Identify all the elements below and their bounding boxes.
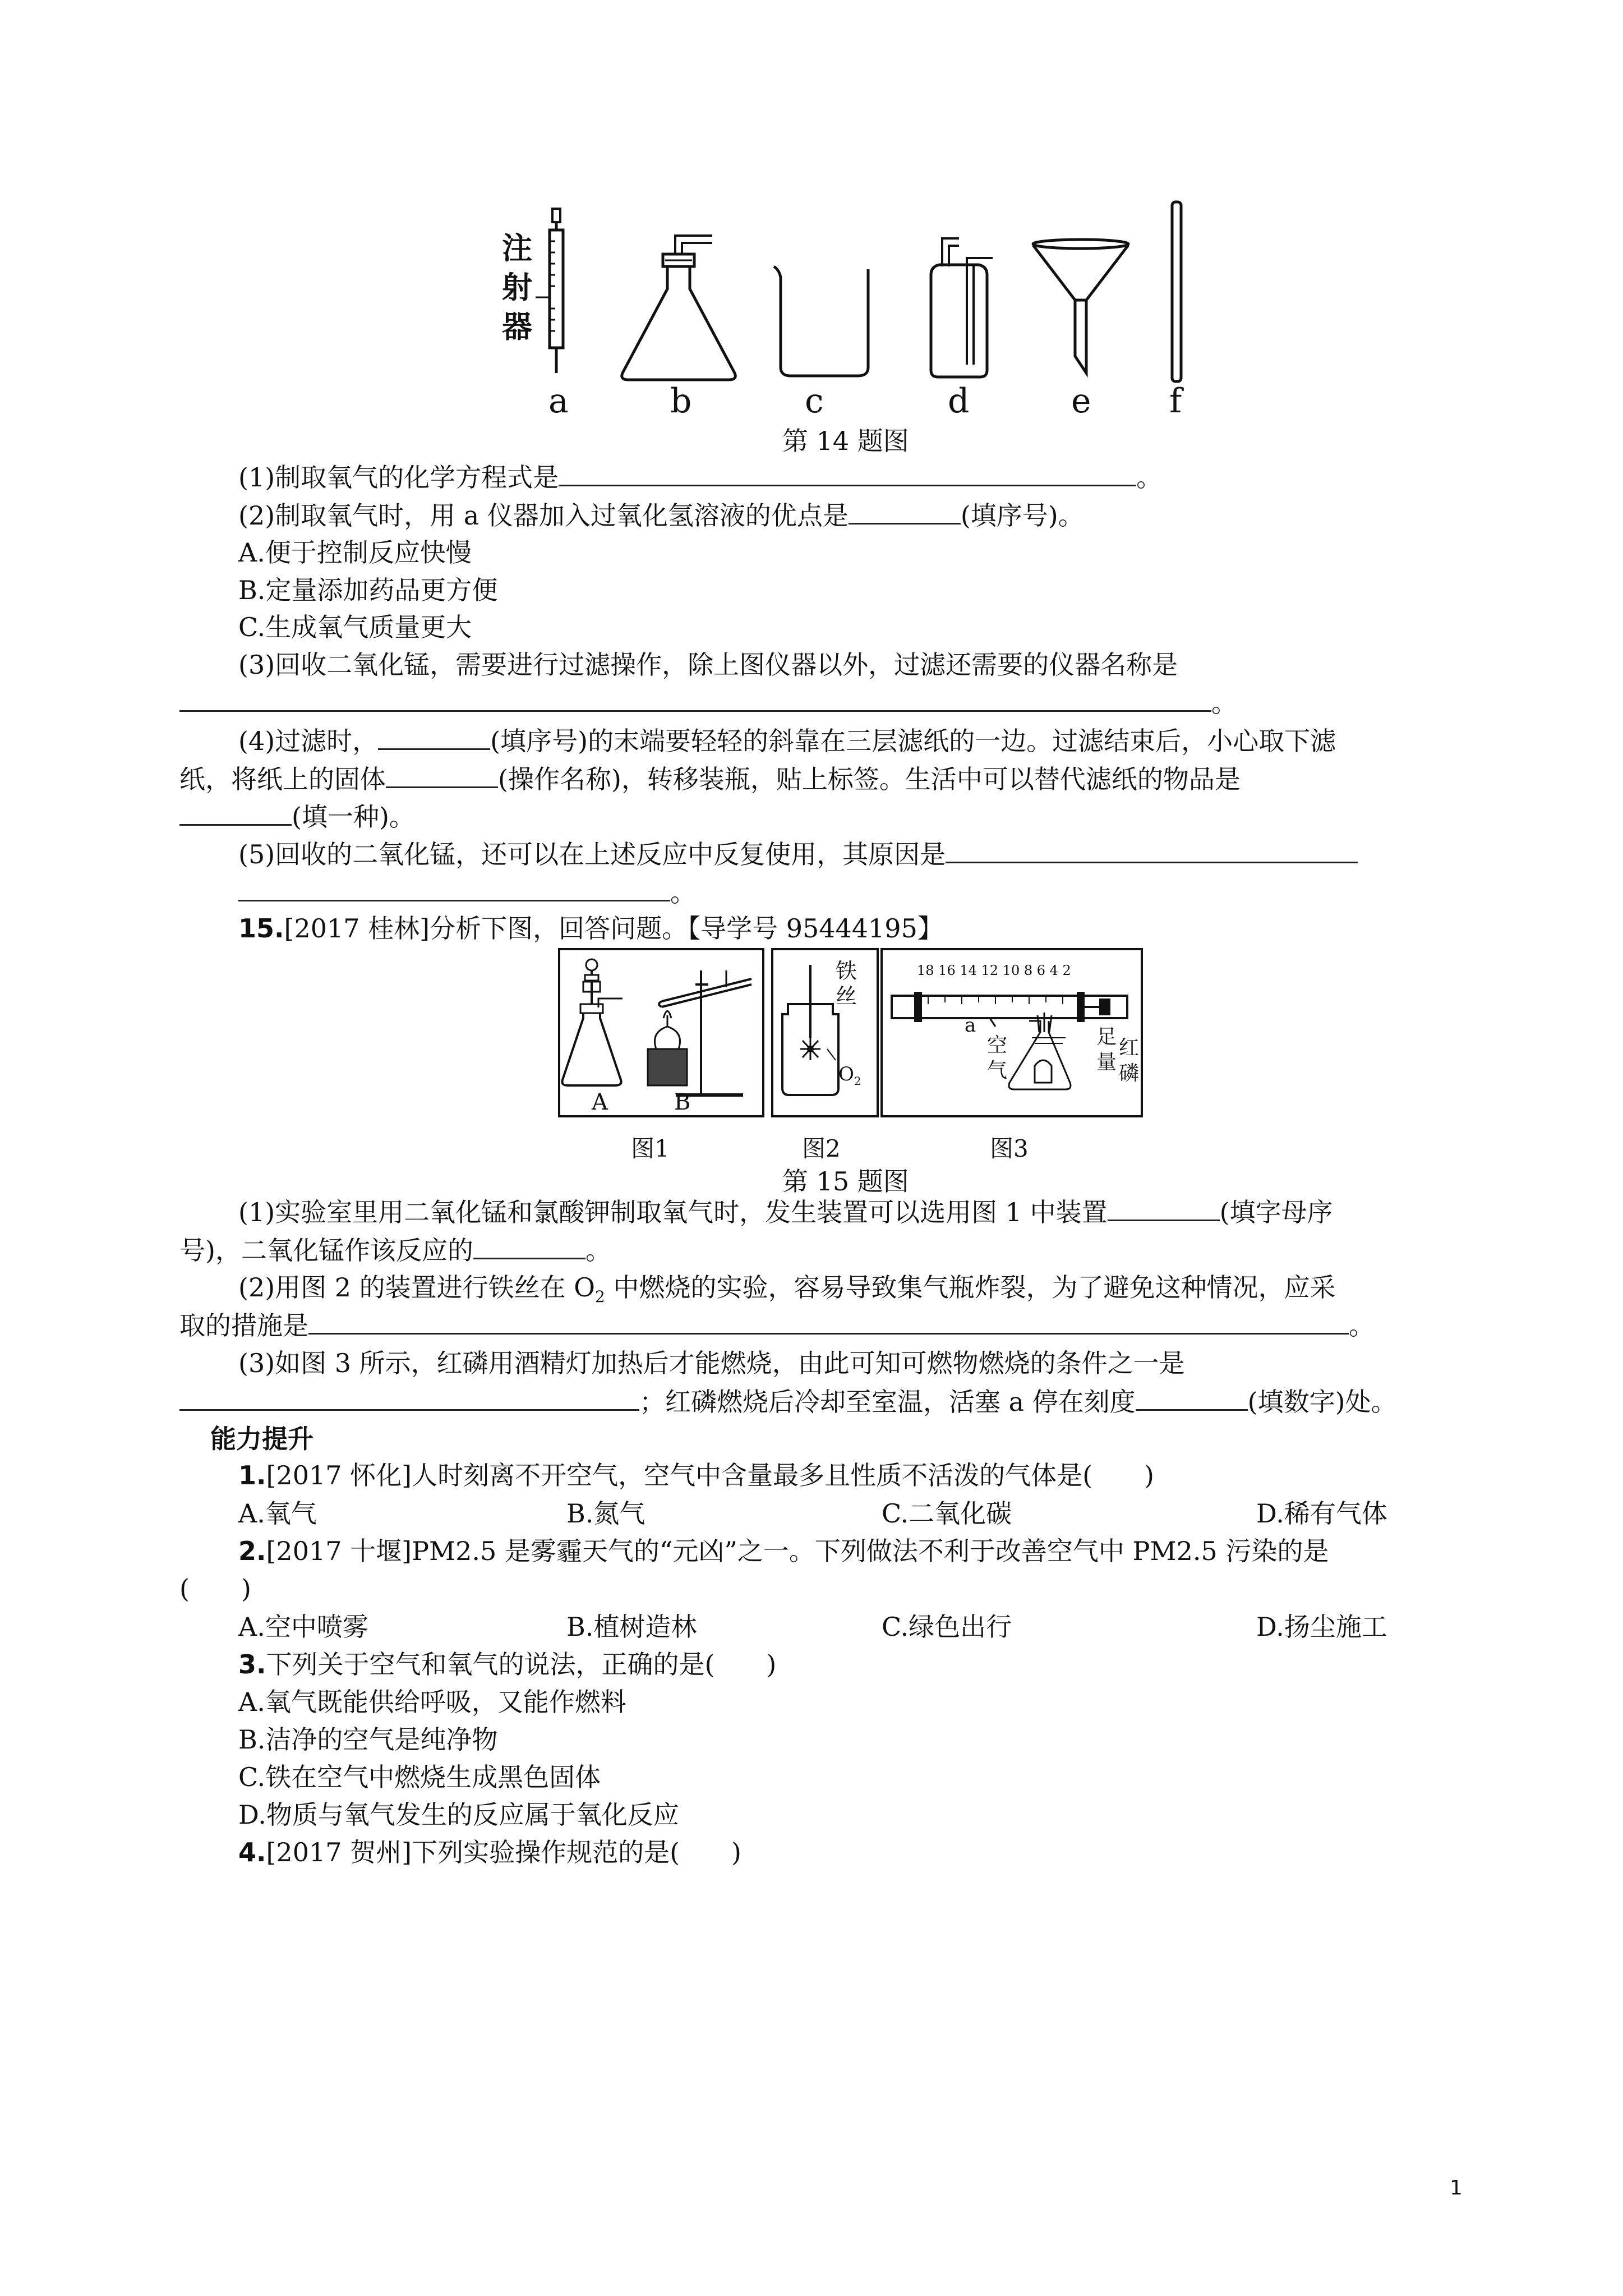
answer-blank[interactable] [308, 1308, 1349, 1335]
figure-15-3-phosphorus-label-3: 红 [1119, 1037, 1140, 1060]
q14-part2: (2)制取氧气时，用 a 仪器加入过氧化氢溶液的优点是 (填序号)。 [238, 498, 1084, 532]
q15-part1-line2: 号)，二氧化锰作该反应的 。 [179, 1233, 611, 1267]
letter-f: f [1169, 381, 1182, 421]
section-title: 能力提升 [210, 1424, 313, 1454]
question-2-option-a[interactable]: A.空中喷雾 [238, 1612, 368, 1642]
funnel-drawing [1029, 238, 1136, 384]
q15-part2: (2)用图 2 的装置进行铁丝在 $O_2$ 中燃烧的实验，容易导致集气瓶炸裂，为了避免这种情况，应采 [238, 1272, 1336, 1306]
figure-15-3-label-a: a [965, 1014, 976, 1037]
answer-blank[interactable] [559, 460, 1136, 486]
question-2: 2.[2017 十堰]PM2.5 是雾霾天气的“元凶”之一。下列做法不利于改善空气中 PM2.5 污染的是 [238, 1536, 1329, 1566]
figure-15-3-air-label-2: 气 [987, 1059, 1008, 1082]
figure-15-2-iron-label-1: 铁 [836, 959, 857, 983]
question-1-option-b[interactable]: B.氮气 [566, 1498, 645, 1529]
figure-15-3-air-label-1: 空 [987, 1034, 1008, 1057]
question-4: 4.[2017 贺州]下列实验操作规范的是( ) [238, 1837, 741, 1867]
figure-15-2-frame [771, 948, 880, 1119]
beaker-drawing [768, 264, 880, 381]
answer-blank[interactable] [179, 685, 1211, 712]
q14-part4-line2: 纸，将纸上的固体 (操作名称)，转移装瓶，贴上标签。生活中可以替代滤纸的物品是 [179, 762, 1241, 796]
figure-15-3-phosphorus-label-4: 磷 [1119, 1062, 1140, 1085]
figure-14-caption: 第 14 题图 [782, 426, 909, 456]
question-1: 1.[2017 怀化]人时刻离不开空气，空气中含量最多且性质不活泼的气体是( ) [238, 1460, 1154, 1490]
q14-option-b: B.定量添加药品更方便 [238, 575, 498, 605]
figure-15-1-label-a: A [592, 1089, 608, 1115]
q15-header: 15.[2017 桂林]分析下图，回答问题。【导学号 95444195】 [238, 913, 943, 944]
q14-part4-line3: (填一种)。 [179, 799, 415, 834]
q14-part4: (4)过滤时， (填序号)的末端要轻轻的斜靠在三层滤纸的一边。过滤结束后，小心取下滤 [238, 724, 1336, 758]
question-3: 3.下列关于空气和氧气的说法，正确的是( ) [238, 1649, 777, 1680]
question-2-option-b[interactable]: B.植树造林 [566, 1612, 697, 1642]
question-3-option-c[interactable]: C.铁在空气中燃烧生成黑色固体 [238, 1762, 601, 1792]
question-1-option-a[interactable]: A.氧气 [238, 1498, 317, 1529]
q15-part1: (1)实验室里用二氧化锰和氯酸钾制取氧气时，发生装置可以选用图 1 中装置 (填字母序 [238, 1195, 1333, 1229]
figure-15-3-phosphorus-label-1: 足 [1096, 1025, 1117, 1048]
figure-15-3-name: 图3 [990, 1135, 1029, 1162]
page-number: 1 [1450, 2177, 1463, 2200]
answer-blank[interactable] [386, 762, 498, 788]
question-2-option-d[interactable]: D.扬尘施工 [1256, 1612, 1387, 1642]
question-1-option-d[interactable]: D.稀有气体 [1256, 1498, 1387, 1529]
q14-part1: (1)制取氧气的化学方程式是 。 [238, 460, 1162, 494]
q15-part2-line2: 取的措施是 。 [179, 1308, 1375, 1342]
answer-blank[interactable] [1108, 1195, 1220, 1221]
q14-part5: (5)回收的二氧化锰，还可以在上述反应中反复使用，其原因是 [238, 837, 1358, 871]
syringe-label-1: 注 [502, 231, 532, 266]
answer-blank[interactable] [849, 498, 961, 524]
question-3-option-b[interactable]: B.洁净的空气是纯净物 [238, 1724, 498, 1755]
question-2-paren: ( ) [179, 1573, 251, 1604]
question-3-option-a[interactable]: A.氧气既能供给呼吸，又能作燃料 [238, 1687, 626, 1717]
figure-15-3-scale-label: 18 16 14 12 10 8 6 4 2 [917, 963, 1071, 978]
question-1-option-c[interactable]: C.二氧化碳 [882, 1498, 1012, 1529]
answer-blank[interactable] [378, 724, 490, 750]
answer-blank[interactable] [473, 1233, 585, 1259]
letter-b: b [670, 381, 692, 421]
q14-part3-answer: 。 [179, 685, 1237, 720]
letter-e: e [1071, 381, 1091, 421]
q15-part3-line2: ；红磷燃烧后冷却至室温，活塞 a 停在刻度 (填数字)处。 [179, 1384, 1397, 1419]
figure-15-2-iron-label-2: 丝 [836, 984, 857, 1009]
figure-15-1-name: 图1 [631, 1135, 670, 1162]
figure-15-caption: 第 15 题图 [782, 1166, 909, 1197]
gas-bottle-drawing [920, 236, 998, 381]
glass-rod-drawing [1169, 199, 1186, 384]
answer-blank[interactable] [238, 875, 670, 901]
figure-15-2-name: 图2 [802, 1135, 841, 1162]
answer-blank[interactable] [179, 1384, 639, 1411]
question-3-option-d[interactable]: D.物质与氧气发生的反应属于氧化反应 [238, 1800, 679, 1830]
syringe-label-3: 器 [502, 309, 532, 344]
syringe-label-2: 射 [502, 270, 532, 305]
figure-15-1-frame [558, 948, 766, 1119]
q14-part5-answer: 。 [238, 875, 696, 909]
answer-blank[interactable] [946, 837, 1358, 863]
figure-15-3-phosphorus-label-2: 量 [1096, 1051, 1117, 1074]
q14-option-a: A.便于控制反应快慢 [238, 537, 472, 568]
conical-flask-drawing [617, 233, 740, 384]
figure-15-1-label-b: B [674, 1089, 691, 1115]
q14-option-c: C.生成氧气质量更大 [238, 612, 472, 642]
letter-d: d [948, 381, 970, 421]
q15-part3: (3)如图 3 所示，红磷用酒精灯加热后才能燃烧，由此可知可燃物燃烧的条件之一是 [238, 1348, 1185, 1378]
answer-blank[interactable] [179, 799, 292, 826]
question-2-option-c[interactable]: C.绿色出行 [882, 1612, 1012, 1642]
letter-c: c [805, 381, 824, 421]
syringe-drawing [536, 208, 592, 376]
letter-a: a [548, 381, 569, 421]
answer-blank[interactable] [1136, 1384, 1248, 1411]
q14-part3: (3)回收二氧化锰，需要进行过滤操作，除上图仪器以外，过滤还需要的仪器名称是 [238, 650, 1178, 680]
figure-15-2-o2-label: $O_2$ [838, 1063, 861, 1088]
